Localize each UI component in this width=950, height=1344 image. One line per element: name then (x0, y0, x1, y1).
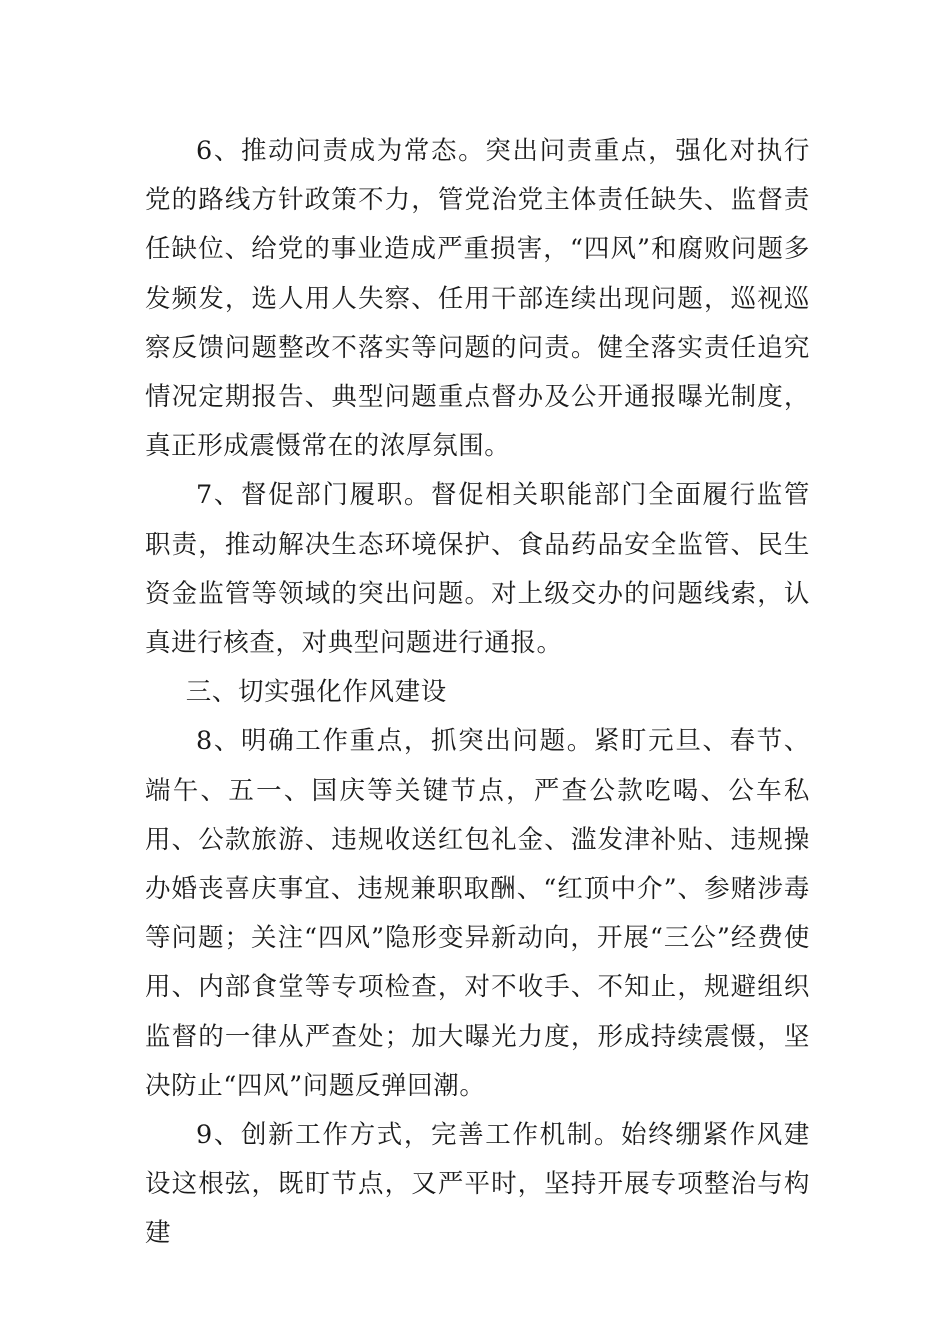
paragraph-item-8: 8、明确工作重点，抓突出问题。紧盯元旦、春节、端午、五一、国庆等关键节点，严查公款吃喝、公车私用、公款旅游、违规收送红包礼金、滥发津补贴、违规操办婚丧喜庆事宜、违规兼职取酬、“红顶中介”、参赌涉毒等问题；关注“四风”隐形变异新动向，开展“三公”经费使用、内部食堂等专项检查，对不收手、不知止，规避组织监督的一律从严查处；加大曝光力度，形成持续震慑，坚决防止“四风”问题反弹回潮。 (145, 726, 810, 1101)
paragraph-item-7: 7、督促部门履职。督促相关职能部门全面履行监管职责，推动解决生态环境保护、食品药品安全监管、民生资金监管等领域的突出问题。对上级交办的问题线索，认真进行核查，对典型问题进行通报。 (145, 480, 810, 659)
paragraph-item-6: 6、推动问责成为常态。突出问责重点，强化对执行党的路线方针政策不力，管党治党主体责任缺失、监督责任缺位、给党的事业造成严重损害，“四风”和腐败问题多发频发，选人用人失察、任用干部连续出现问题，巡视巡察反馈问题整改不落实等问题的问责。健全落实责任追究情况定期报告、典型问题重点督办及公开通报曝光制度，真正形成震慑常在的浓厚氛围。 (145, 136, 810, 462)
document-body (145, 127, 810, 1259)
paragraph-item-9: 9、创新工作方式，完善工作机制。始终绷紧作风建设这根弦，既盯节点，又严平时，坚持开展专项整治与构建 (145, 1120, 810, 1249)
section-heading: 三、切实强化作风建设 (185, 677, 447, 708)
